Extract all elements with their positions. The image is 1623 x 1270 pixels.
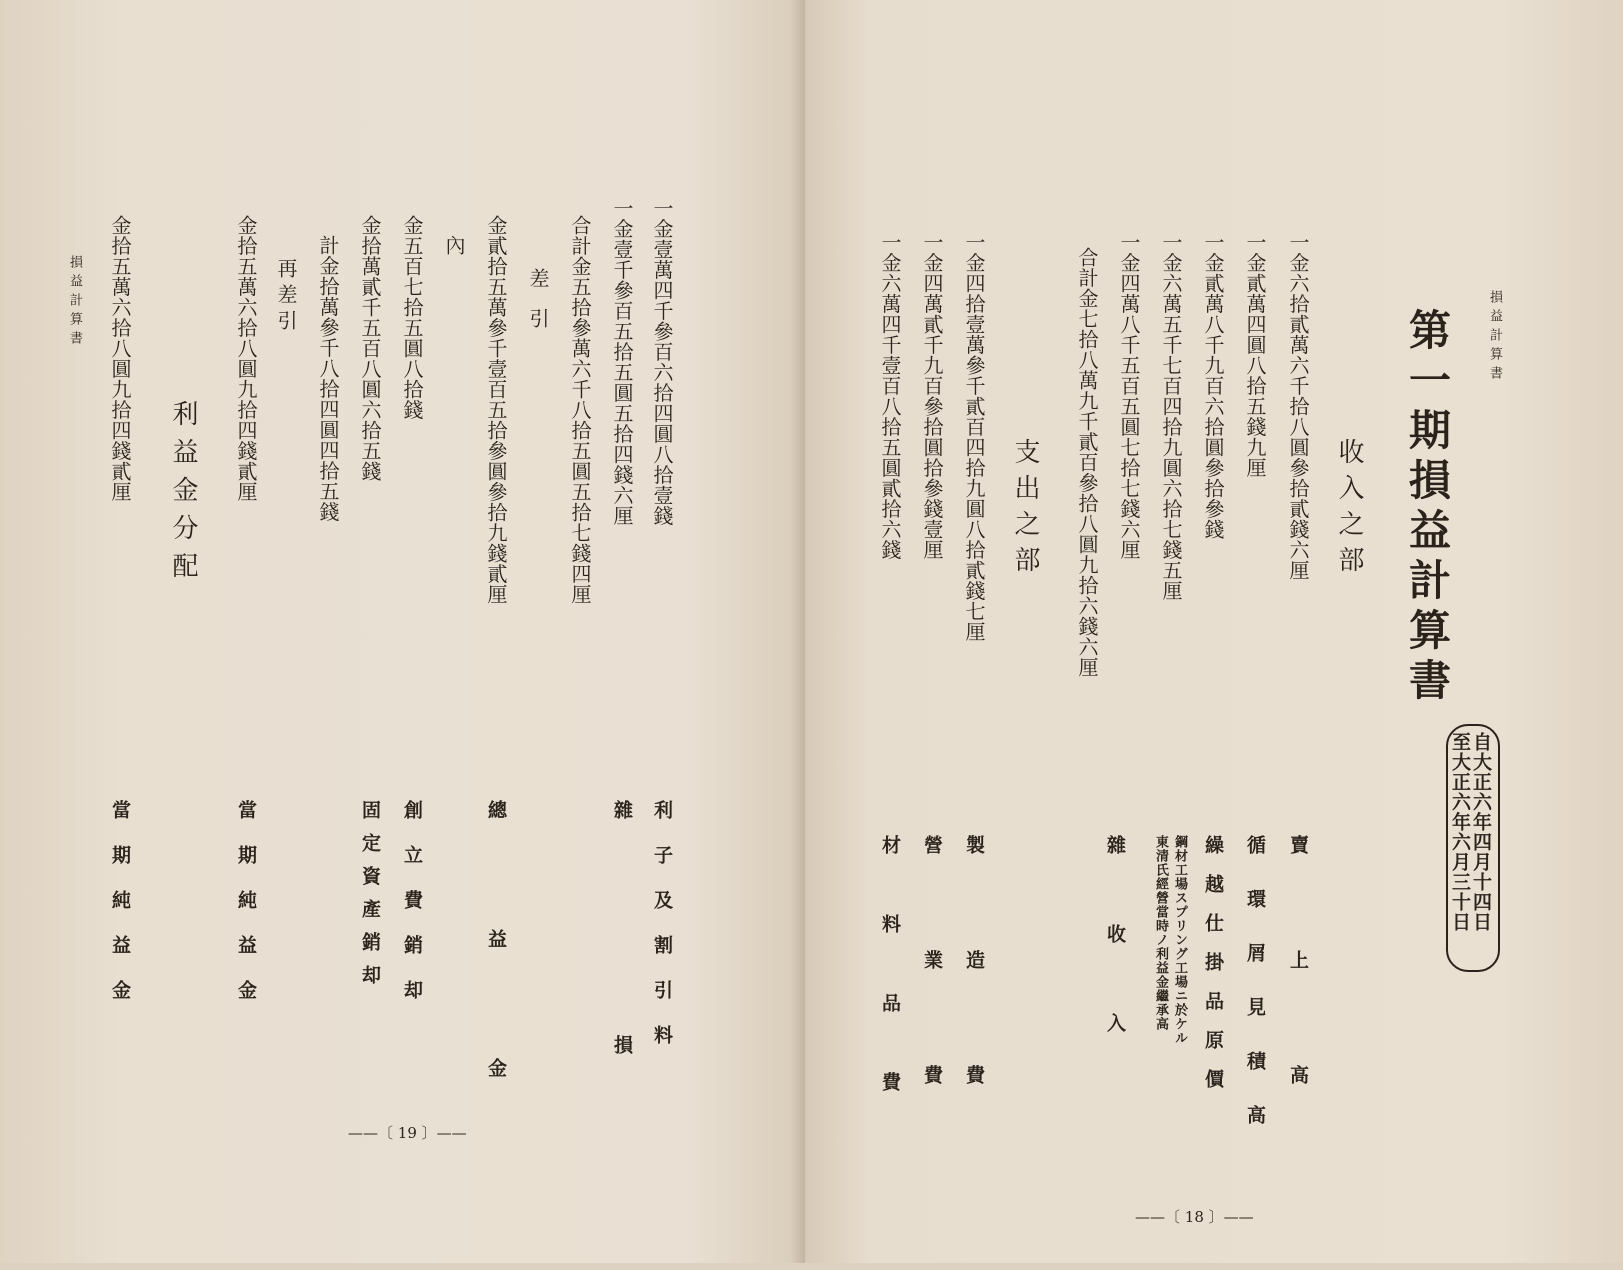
left-running-head: 損益計算書 — [67, 255, 82, 350]
income-total: 合計金七拾八萬九千貳百參拾八圓九拾六錢六厘 — [1075, 247, 1099, 678]
right-folio: ——〔 18 〕—— — [1135, 1208, 1254, 1226]
misc-loss-label: 雜損 — [611, 800, 633, 1270]
fixed-asset-label: 固定資產銷却 — [359, 800, 381, 998]
second-difference-label: 再差引 — [274, 258, 298, 336]
income-note-line-2: 東清氏經營當時ノ利益金繼承高 — [1153, 835, 1168, 1031]
income-scrap-label: 循環屑見積高 — [1244, 835, 1266, 1159]
expense-operating-amount: 一金四萬貳千九百參拾圓拾參錢壹厘 — [920, 232, 944, 560]
expense-operating-label: 營業費 — [921, 835, 943, 1180]
net-total-label: 總益金 — [485, 800, 507, 1187]
period-start: 自大正六年四月十四日 — [1470, 732, 1492, 932]
interest-discount-amount: 一金壹萬四千參百六拾四圓八拾壹錢 — [650, 198, 674, 526]
left-folio: ——〔 19 〕—— — [348, 1124, 467, 1142]
document-title: 第一期損益計算書 — [1403, 308, 1452, 708]
net-total-amount: 金貳拾五萬參千壹百五拾參圓參拾九錢貳厘 — [484, 215, 508, 605]
income-sales-label: 賣上高 — [1287, 835, 1309, 1180]
income-wip-amount: 一金貳萬八千九百六拾圓參拾參錢 — [1201, 232, 1225, 540]
income-misc-amount: 一金四萬八千五百五圓七拾七錢六厘 — [1117, 232, 1141, 560]
income-note-line-1: 鋼材工場スプリング工場ニ於ケル — [1172, 835, 1187, 1045]
period-bracket — [1446, 724, 1500, 972]
expense-manufacturing-label: 製造費 — [963, 835, 985, 1180]
right-running-head: 損益計算書 — [1487, 290, 1502, 385]
founding-cost-label: 創立費銷却 — [401, 800, 423, 1025]
right-folio-number: 18 — [1184, 1208, 1204, 1226]
fixed-asset-amount: 金拾萬貳千五百八圓六拾五錢 — [358, 215, 382, 482]
left-page — [0, 0, 805, 1270]
period-end: 至大正六年六月三十日 — [1449, 732, 1471, 932]
income-misc-label: 雜收入 — [1104, 835, 1126, 1102]
expense-materials-amount: 一金六萬四千壹百八拾五圓貳拾六錢 — [878, 232, 902, 560]
misc-loss-amount: 一金壹千參百五拾五圓五拾四錢六厘 — [610, 198, 634, 526]
founding-cost-amount: 金五百七拾五圓八拾錢 — [400, 215, 424, 420]
breakdown-total: 計金拾萬參千八拾四圓四拾五錢 — [316, 235, 340, 522]
expense-heading: 支出之部 — [1010, 438, 1040, 582]
left-folio-number: 19 — [397, 1124, 417, 1142]
right-page — [805, 0, 1623, 1263]
interest-discount-label: 利子及割引料 — [651, 800, 673, 1070]
breakdown-label: 內 — [442, 235, 466, 256]
difference-label: 差引 — [526, 268, 550, 348]
income-steel-amount: 一金六萬五千七百四拾九圓六拾七錢五厘 — [1159, 232, 1183, 601]
expense-manufacturing-amount: 一金四拾壹萬參千貳百四拾九圓八拾貳錢七厘 — [962, 232, 986, 642]
carried-amount: 金拾五萬六拾八圓九拾四錢貳厘 — [108, 215, 132, 502]
distribution-heading: 利益金分配 — [168, 400, 198, 590]
left-subtotal: 合計金五拾參萬六千八拾五圓五拾七錢四厘 — [568, 215, 592, 605]
income-sales-amount: 一金六拾貳萬六千拾八圓參拾貳錢六厘 — [1286, 232, 1310, 581]
income-heading: 收入之部 — [1334, 438, 1364, 582]
income-scrap-amount: 一金貳萬四圓八拾五錢九厘 — [1243, 232, 1267, 478]
expense-materials-label: 材料品費 — [879, 835, 901, 1151]
net-profit-label: 當期純益金 — [235, 800, 257, 1025]
carried-label: 當期純益金 — [109, 800, 131, 1025]
income-wip-label: 繰越仕掛品原價 — [1202, 835, 1224, 1108]
net-profit-amount: 金拾五萬六拾八圓九拾四錢貳厘 — [234, 215, 258, 502]
